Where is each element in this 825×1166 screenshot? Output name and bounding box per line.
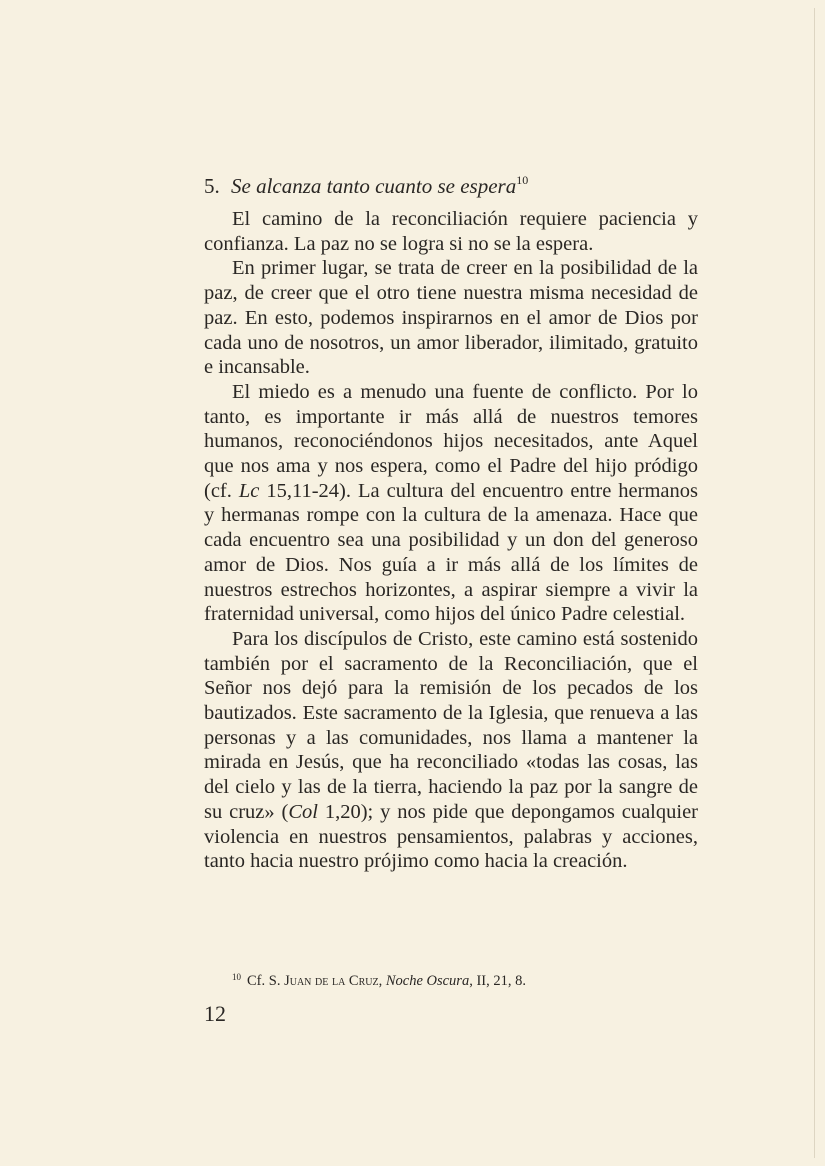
paragraph-4-text-b: 1,20); y nos pide que depongamos cualquier violencia en nuestros pensamientos, palabras y acciones, tanto hacia nuestro prójimo como hacia la creación. — [204, 800, 698, 873]
paragraph-4 — [204, 627, 698, 874]
page-number: 12 — [204, 1001, 226, 1026]
paragraph-1: El camino de la reconciliación requiere paciencia y confianza. La paz no se logra si no se la espera. — [204, 208, 698, 255]
footnote-work: Noche Oscura — [385, 973, 470, 989]
footnote-author: Juan de la Cruz — [284, 973, 379, 989]
paragraph-2: En primer lugar, se trata de creer en la posibilidad de la paz, de creer que el otro tiene nuestra misma necesidad de paz. En esto, podemos inspirarnos en el amor de Dios por cada uno de nosotros, un amor liberador, ilimitado, gratuito e incansable. — [204, 257, 698, 379]
paragraph-3-text-a: El miedo es a menudo una fuente de conflicto. Por lo tanto, es importante ir más allá de nuestros temores humanos, reconociéndonos hijos necesitados, ante Aquel que nos ama y nos espera, como el Padre del hijo pródigo (cf. — [204, 380, 698, 502]
paragraph-4-text-a: Para los discípulos de Cristo, este camino está sostenido también por el sacramento de la Reconciliación, que el Señor nos dejó para la remisión de los pecados de los bautizados. Este sacramento de la Iglesia, que renueva a las personas y a las comunidades, nos llama a mantener la mirada en Jesús, que ha reconciliado «todas las cosas, las del cielo y las de la tierra, haciendo la paz por la sangre de su cruz» ( — [204, 627, 698, 823]
footnote-number: 10 — [232, 972, 241, 982]
body-text — [204, 207, 698, 874]
page-edge-shadow — [814, 8, 815, 1158]
footnote-prefix: Cf. S. — [247, 973, 285, 989]
footnote-location: , II, 21, 8. — [469, 973, 527, 989]
paragraph-3 — [204, 380, 698, 627]
footnote — [232, 972, 712, 990]
scripture-ref-lc: Lc — [238, 479, 260, 502]
scripture-ref-col: Col — [288, 800, 318, 823]
paragraph-3-text-b: 15,11-24). La cultura del encuentro entre hermanos y hermanas rompe con la cultura de la amenaza. Hace que cada encuentro sea una posibilidad y un don del generoso amor de Dios. Nos guía a ir más allá de los límites de nuestros estrechos horizontes, a aspirar siempre a vivir la fraternidad universal, como hijos del único Padre celestial. — [204, 479, 698, 626]
section-heading — [204, 172, 724, 200]
footnote-reference: 10 — [516, 173, 529, 187]
section-title: Se alcanza tanto cuanto se espera — [231, 174, 517, 198]
section-number: 5. — [204, 174, 220, 198]
footnote-separator: , — [378, 973, 386, 989]
